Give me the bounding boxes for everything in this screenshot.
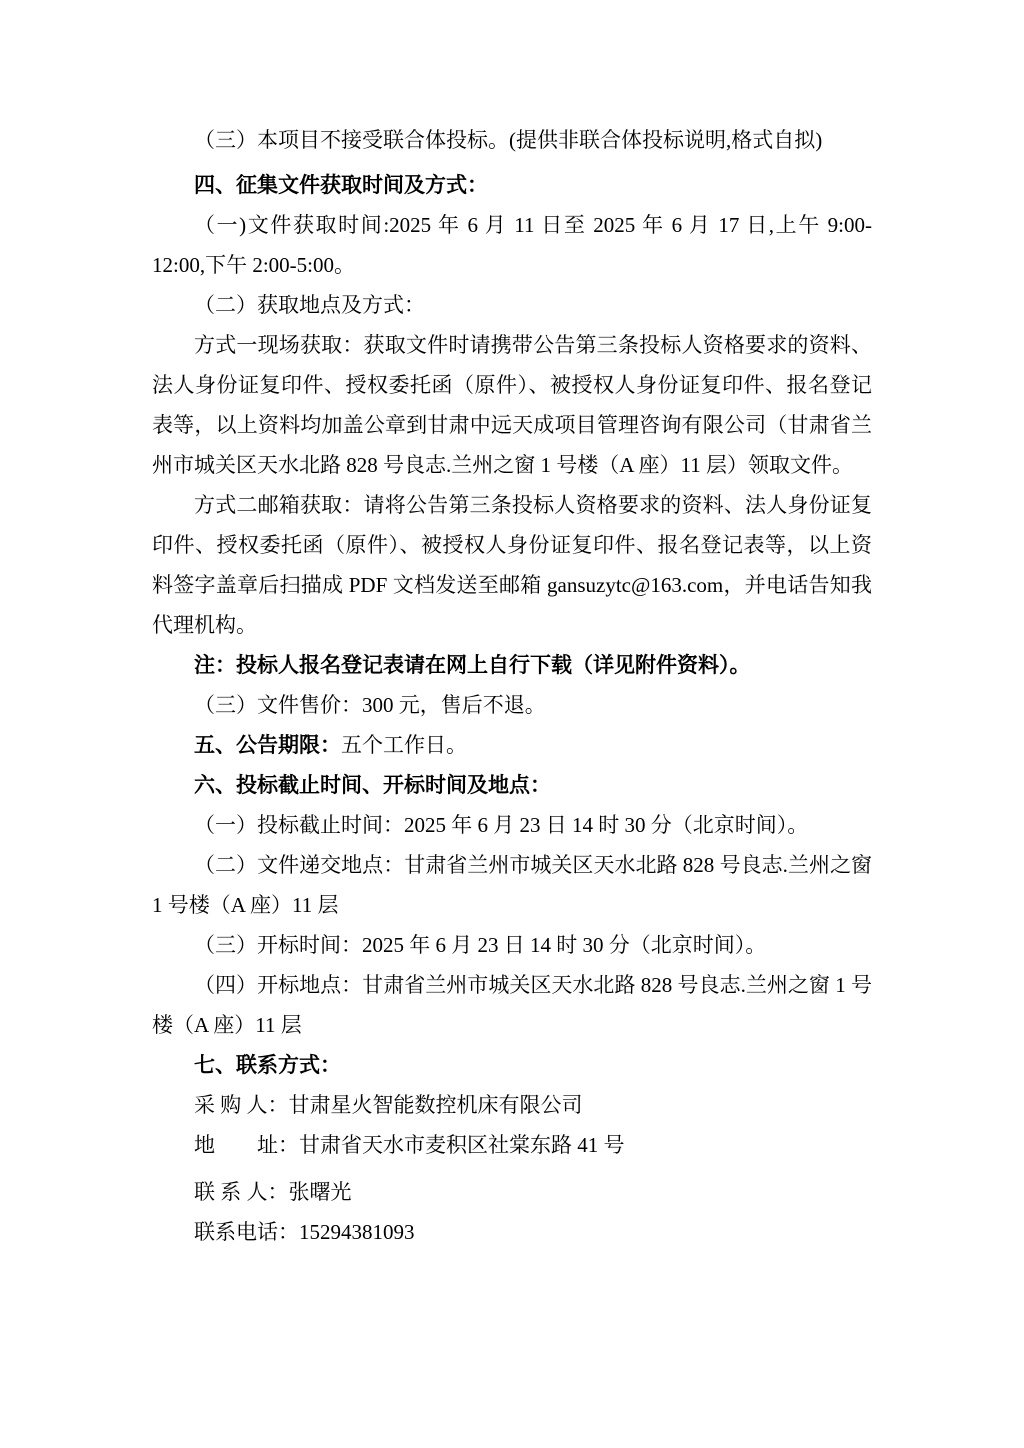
para-contact-person: 联 系 人：张曙光 bbox=[194, 1180, 352, 1204]
para-file-price: （三）文件售价：300 元，售后不退。 bbox=[194, 693, 546, 717]
para-bid-opening-place: （四）开标地点：甘肃省兰州市城关区天水北路 828 号良志.兰州之窗 1 号楼（A 座）11 层 bbox=[152, 973, 872, 1037]
para-submission-place: （二）文件递交地点：甘肃省兰州市城关区天水北路 828 号良志.兰州之窗 1 号楼（A 座）11 层 bbox=[152, 853, 872, 917]
para-notice-period bbox=[152, 725, 872, 765]
para-method-1-onsite: 方式一现场获取：获取文件时请携带公告第三条投标人资格要求的资料、法人身份证复印件、授权委托函（原件）、被授权人身份证复印件、报名登记表等，以上资料均加盖公章到甘肃中远天成项目管理咨询有限公司（甘肃省兰州市城关区天水北路 828 号良志.兰州之窗 1 号楼（A 座）11 层）领取文件。 bbox=[152, 333, 872, 477]
para-method-2-email: 方式二邮箱获取：请将公告第三条投标人资格要求的资料、法人身份证复印件、授权委托函（原件）、被授权人身份证复印件、报名登记表等，以上资料签字盖章后扫描成 PDF 文档发送至邮箱 gansuzytc@163.com，并电话告知我代理机构。 bbox=[152, 493, 872, 637]
para-bid-opening-time: （三）开标时间：2025 年 6 月 23 日 14 时 30 分（北京时间）。 bbox=[194, 933, 767, 957]
para-file-acquisition-time: （一)文件获取时间:2025 年 6 月 11 日至 2025 年 6 月 17 日,上午 9:00-12:00,下午 2:00-5:00。 bbox=[152, 213, 872, 277]
para-acquisition-place-method: （二）获取地点及方式： bbox=[194, 293, 425, 317]
para-no-joint-bid: （三）本项目不接受联合体投标。(提供非联合体投标说明,格式自拟) bbox=[194, 128, 823, 152]
heading-section-7-contact: 七、联系方式： bbox=[194, 1053, 341, 1077]
notice-period-value: 五个工作日。 bbox=[341, 733, 467, 757]
document-body bbox=[152, 120, 872, 1252]
notice-period-label: 五、公告期限： bbox=[194, 733, 341, 757]
para-purchaser-address: 地 址：甘肃省天水市麦积区社棠东路 41 号 bbox=[194, 1133, 625, 1157]
heading-section-4-file-acquisition: 四、征集文件获取时间及方式： bbox=[194, 173, 488, 197]
heading-section-6-deadline-opening: 六、投标截止时间、开标时间及地点： bbox=[194, 773, 551, 797]
note-registration-form-download: 注：投标人报名登记表请在网上自行下载（详见附件资料）。 bbox=[194, 653, 751, 677]
para-contact-phone: 联系电话：15294381093 bbox=[194, 1220, 415, 1244]
para-bid-deadline-time: （一）投标截止时间：2025 年 6 月 23 日 14 时 30 分（北京时间）。 bbox=[194, 813, 809, 837]
para-purchaser: 采 购 人：甘肃星火智能数控机床有限公司 bbox=[194, 1093, 583, 1117]
